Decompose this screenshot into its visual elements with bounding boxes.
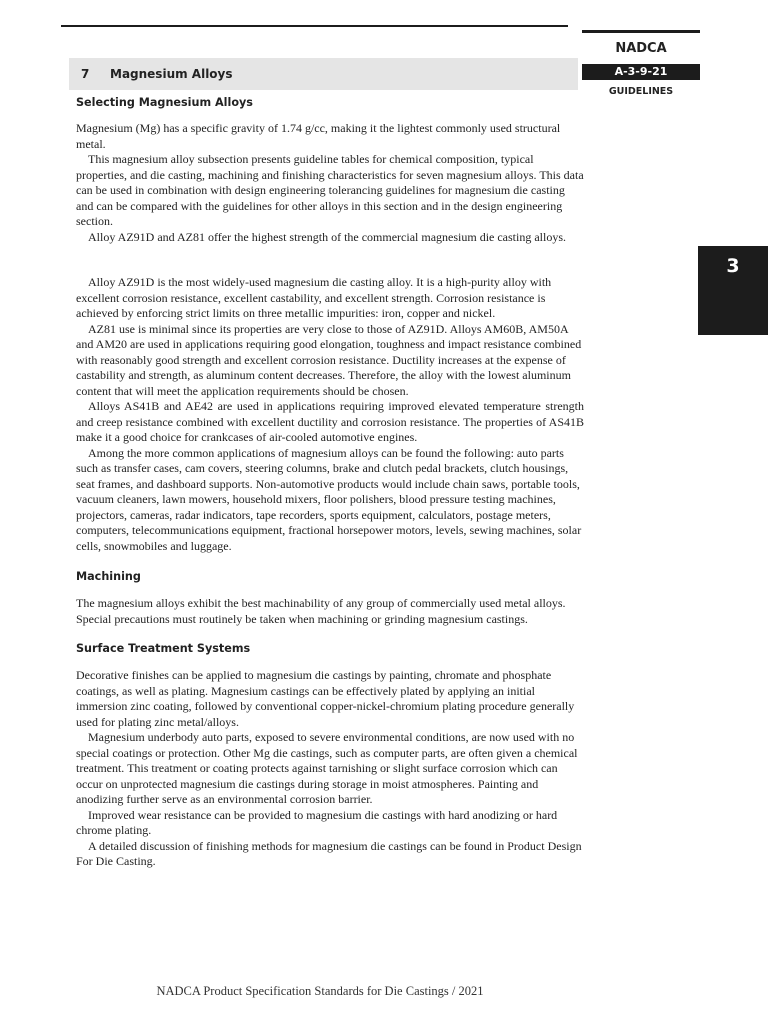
alloy-details bbox=[76, 275, 584, 554]
paragraph: AZ81 use is minimal since its properties are very close to those of AZ91D. Alloys AM60B, AM50A and AM20 are used in applications requiring good elongation, toughness and impact resistance combined with reasonably good strength and excellent corrosion resistance. Ductility increases at the expense of castability and strength, as aluminum content decreases. Therefore, the alloy with the lowest aluminum content that will meet the application requirements should be chosen. bbox=[76, 321, 582, 398]
paragraph: A detailed discussion of finishing methods for magnesium die castings can be found in Product Design For Die Casting. bbox=[76, 838, 582, 868]
doc-code-badge: A-3-9-21 bbox=[582, 64, 700, 80]
heading-surface-treatment: Surface Treatment Systems bbox=[76, 642, 251, 655]
paragraph: Improved wear resistance can be provided to magnesium die castings with hard anodizing or hard chrome plating. bbox=[76, 807, 558, 837]
paragraph: This magnesium alloy subsection presents guideline tables for chemical composition, typical properties, and die casting, machining and finishing characteristics for seven magnesium alloys. This data can be used in combination with design engineering tolerancing guidelines for magnesium die casting and can be compared with the guidelines for other alloys in this section and in the design engineering section. bbox=[76, 152, 584, 228]
machining-body bbox=[76, 596, 584, 627]
paragraph: Among the more common applications of magnesium alloys can be found the following: auto parts such as transfer cases, cam covers, steering columns, brake and clutch pedal brackets, clutch housings, seat frames, and dashboard supports. Non-automotive products would include chain saws, portable tools, vacuum cleaners, lawn mowers, household mixers, floor polishers, blood pressure testing machines, projectors, cameras, radar indicators, tape recorders, sports equipment, calculators, postage meters, computers, telecommunications equipment, fractional horsepower motors, levels, sewing machines, solar cells, snowmobiles and luggage. bbox=[76, 445, 582, 553]
section-title: Magnesium Alloys bbox=[110, 67, 233, 81]
heading-machining: Machining bbox=[76, 570, 141, 583]
paragraph: Magnesium (Mg) has a specific gravity of 1.74 g/cc, making it the lightest commonly used structural metal. bbox=[76, 121, 561, 151]
doc-type-label: GUIDELINES bbox=[608, 86, 674, 97]
section-number: 7 bbox=[81, 67, 90, 81]
top-rule bbox=[61, 25, 568, 27]
paragraph: Alloy AZ91D is the most widely-used magnesium die casting alloy. It is a high-purity alloy with excellent corrosion resistance, excellent castability, and excellent strength. Corrosion resistance is achieved by enforcing strict limits on three metallic impurities: iron, copper and nickel. bbox=[76, 275, 552, 320]
chapter-tab: 3 bbox=[698, 246, 768, 335]
paragraph: The magnesium alloys exhibit the best machinability of any group of commercially used metal alloys. Special precautions must routinely be taken when machining or grinding magnesium castings. bbox=[76, 596, 566, 626]
paragraph: Magnesium underbody auto parts, exposed to severe environmental conditions, are now used with no special coatings or protection. Other Mg die castings, such as computer parts, are often given a chemical treatment. This treatment or coating protects against tarnishing or slight surface corrosion which can occur on unprotected magnesium die castings during storage in moist atmospheres. Painting and anodizing further serve as an environmental corrosion barrier. bbox=[76, 730, 578, 806]
selecting-intro bbox=[76, 121, 584, 245]
paragraph: Alloy AZ91D and AZ81 offer the highest strength of the commercial magnesium die casting alloys. bbox=[88, 229, 567, 244]
header-rule bbox=[582, 30, 700, 33]
org-name: NADCA bbox=[615, 41, 667, 56]
paragraph: Decorative finishes can be applied to magnesium die castings by painting, chromate and phosphate coatings, as well as plating. Magnesium castings can be effectively plated by applying an initial immersion zinc coating, followed by conventional copper-nickel-chromium plating procedure generally used for plating zinc metal/alloys. bbox=[76, 668, 575, 729]
surface-body bbox=[76, 668, 584, 870]
section-title-bar bbox=[69, 58, 578, 90]
page-footer: NADCA Product Specification Standards for Die Castings / 2021 bbox=[156, 984, 484, 998]
heading-selecting: Selecting Magnesium Alloys bbox=[76, 96, 253, 109]
paragraph: Alloys AS41B and AE42 are used in applications requiring improved elevated temperature strength and creep resistance combined with excellent ductility and corrosion resistance. The properties of AS41B make it a good choice for crankcases of air-cooled automotive engines. bbox=[76, 399, 584, 444]
